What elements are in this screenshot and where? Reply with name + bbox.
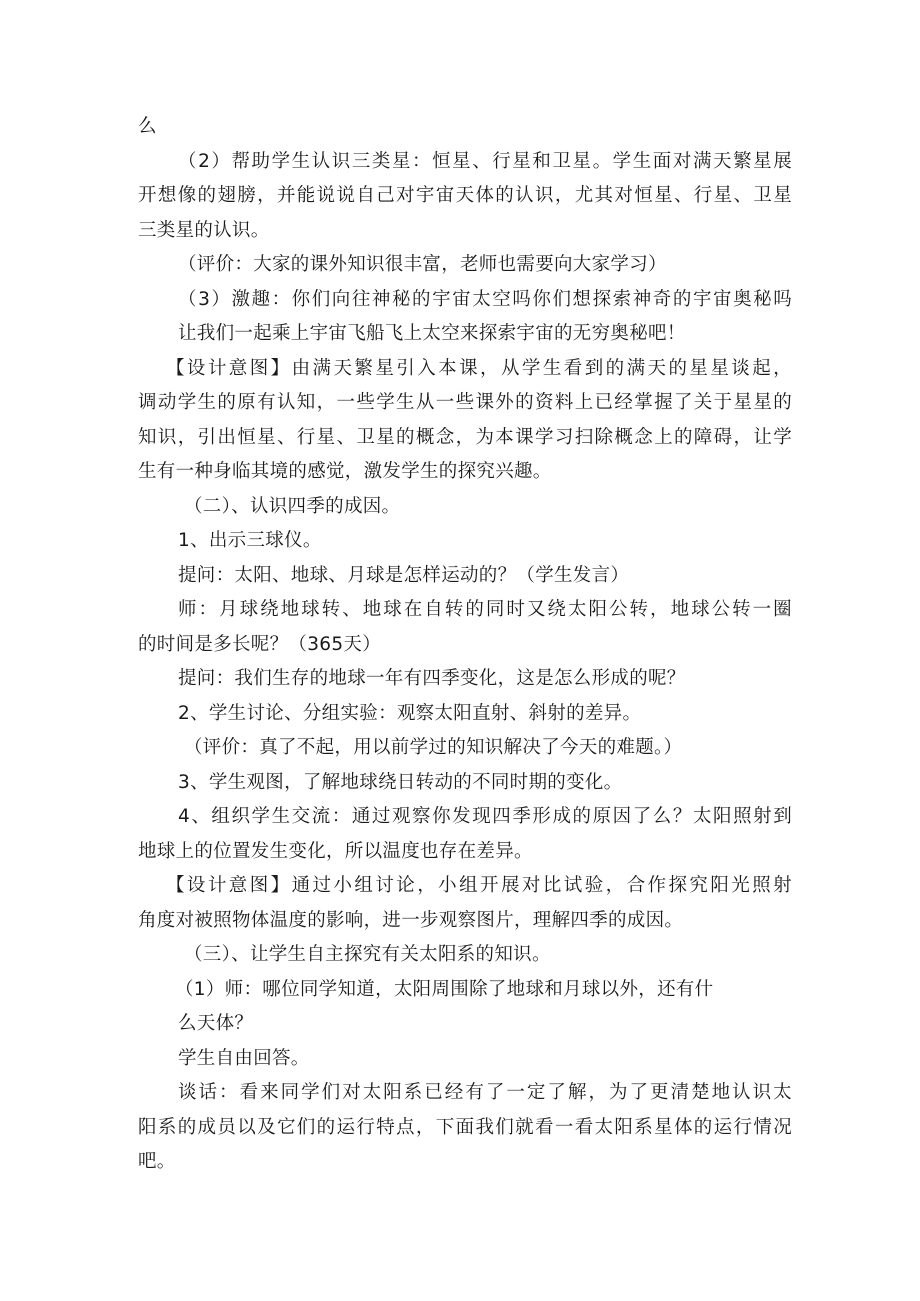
text-line: （评价：大家的课外知识很丰富，老师也需要向大家学习） <box>178 254 667 275</box>
text-line: 3、学生观图，了解地球绕日转动的不同时期的变化。 <box>178 771 623 793</box>
text-line: 么天体？ <box>178 1013 254 1034</box>
text-line: 提问：太阳、地球、月球是怎样运动的？（学生发言） <box>178 564 630 586</box>
text-line: 开想像的翅膀，并能说说自己对宇宙天体的认识，尤其对恒星、行星、卫星 <box>138 185 792 206</box>
text-line: 吧。 <box>138 1151 176 1172</box>
text-line: 2、学生讨论、分组实验：观察太阳直射、斜射的差异。 <box>178 702 642 724</box>
text-line: 调动学生的原有认知，一些学生从一些课外的资料上已经掌握了关于星星的 <box>138 392 792 413</box>
text-line: 知识，引出恒星、行星、卫星的概念，为本课学习扫除概念上的障碍，让学 <box>138 426 792 448</box>
text-line: 谈话：看来同学们对太阳系已经有了一定了解，为了更清楚地认识太 <box>178 1082 792 1103</box>
text-line: 角度对被照物体温度的影响，进一步观察图片，理解四季的成因。 <box>138 909 684 931</box>
document-body <box>138 110 792 1180</box>
text-line: （3）激趣：你们向往神秘的宇宙太空吗你们想探索神奇的宇宙奥秘吗 <box>178 288 792 310</box>
text-line: 么 <box>138 116 157 137</box>
text-line: 师：月球绕地球转、地球在自转的同时又绕太阳公转，地球公转一圈 <box>178 599 792 620</box>
text-line: （2）帮助学生认识三类星：恒星、行星和卫星。学生面对满天繁星展 <box>178 150 792 172</box>
text-line: 4、组织学生交流：通过观察你发现四季形成的原因了么？太阳照射到 <box>178 806 792 827</box>
text-line: 【设计意图】由满天繁星引入本课，从学生看到的满天的星星谈起， <box>166 357 792 379</box>
text-line: （1）师：哪位同学知道，太阳周围除了地球和月球以外，还有什 <box>175 978 714 1000</box>
section-heading: （三）、让学生自主探究有关太阳系的知识。 <box>184 944 551 965</box>
text-line: 三类星的认识。 <box>138 219 270 241</box>
text-line: 阳系的成员以及它们的运行特点，下面我们就看一看太阳系星体的运行情况 <box>138 1116 792 1138</box>
section-heading: （二）、认识四季的成因。 <box>184 495 401 517</box>
text-line: 生有一种身临其境的感觉，激发学生的探究兴趣。 <box>138 461 552 482</box>
text-line: 学生自由回答。 <box>178 1047 310 1069</box>
text-line: 地球上的位置发生变化，所以温度也存在差异。 <box>138 840 533 862</box>
text-line: 提问：我们生存的地球一年有四季变化，这是怎么形成的呢？ <box>178 668 686 689</box>
text-line: 1、出示三球仪。 <box>178 530 322 551</box>
text-line: （评价：真了不起，用以前学过的知识解决了今天的难题。） <box>184 737 683 758</box>
text-line: 的时间是多长呢？（365天） <box>138 633 382 655</box>
text-line: 【设计意图】通过小组讨论，小组开展对比试验，合作探究阳光照射 <box>166 875 792 896</box>
text-line: 让我们一起乘上宇宙飞船飞上太空来探索宇宙的无穷奥秘吧！ <box>178 323 686 344</box>
